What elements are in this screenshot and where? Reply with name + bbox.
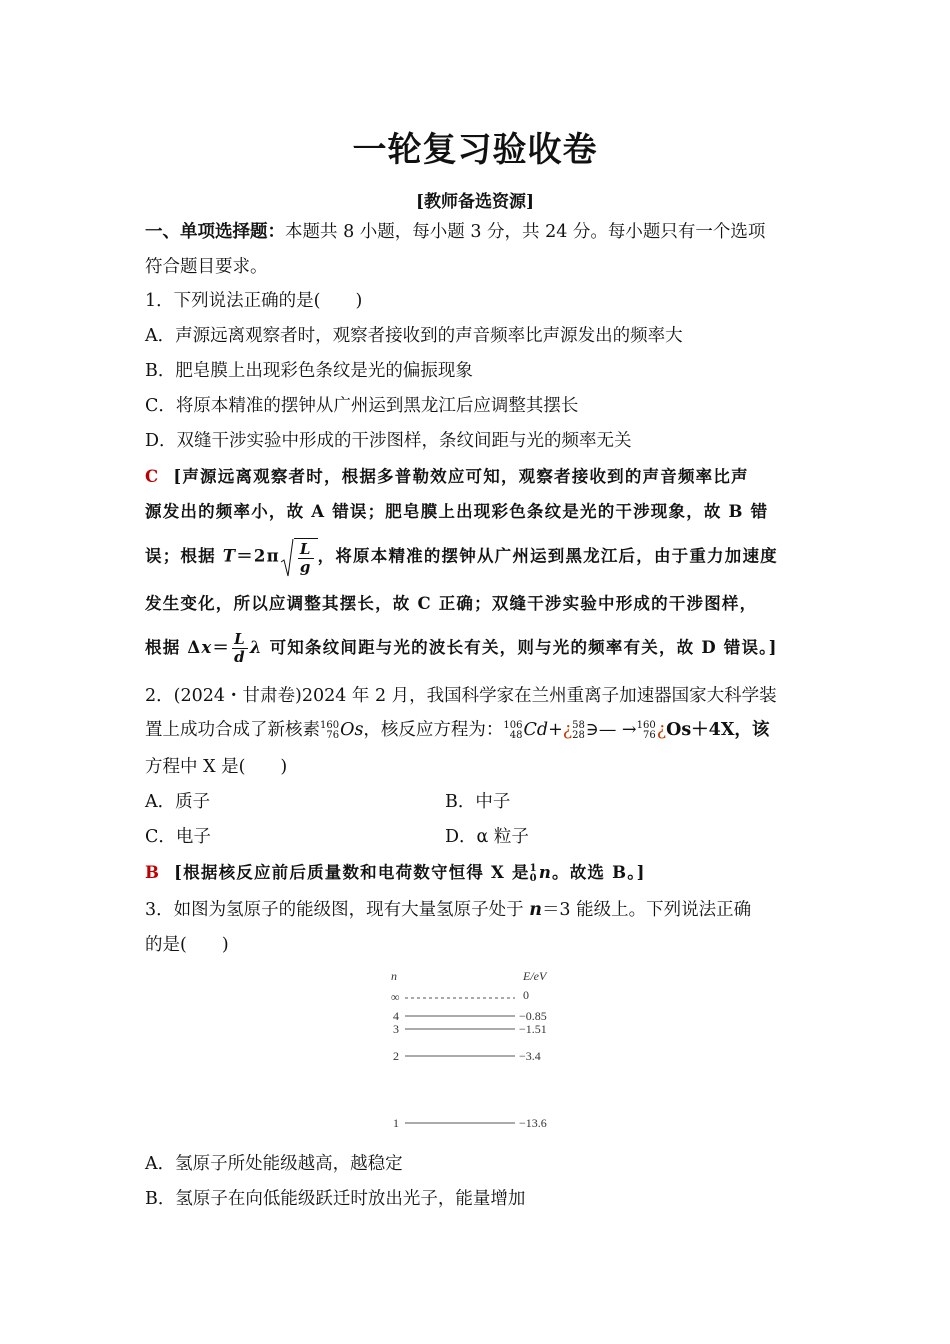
page-subtitle: [教师备选资源]	[415, 192, 535, 212]
os-mass: 160	[320, 719, 340, 731]
q2-options-row2	[145, 825, 815, 849]
q1-answer: C	[145, 467, 160, 486]
nuclide-ni	[572, 718, 586, 742]
level-4-n: 4	[393, 1009, 399, 1023]
n-variable: n	[529, 900, 542, 920]
q1-explanation-line5	[145, 630, 815, 666]
q2-option-c: C．电子	[145, 827, 211, 847]
q2-options-row1	[145, 790, 815, 814]
level-3-e: −1.51	[519, 1022, 547, 1036]
plus-sign: +	[548, 720, 563, 740]
diagram-n-label: n	[391, 969, 397, 983]
nuclide-os	[320, 718, 363, 742]
q3-stem-line2: 的是( )	[145, 935, 229, 955]
q1-option-a: A．声源远离观察者时，观察者接收到的声音频率比声源发出的频率大	[145, 326, 683, 346]
os-z: 76	[326, 729, 340, 741]
q1-exp-text1: [声源远离观察者时，根据多普勒效应可知，观察者接收到的声音频率比声	[173, 467, 749, 486]
q2-text-b: ，核反应方程为：	[363, 720, 504, 740]
level-2-e: −3.4	[519, 1049, 541, 1063]
nuclide-neutron	[530, 861, 552, 885]
q3-text-b: ＝3 能级上。下列说法正确	[541, 900, 752, 920]
n-symbol: n	[538, 863, 553, 882]
q1-exp-text5b: 可知条纹间距与光的波长有关，则与光的频率有关，故 D 错误。]	[262, 638, 778, 657]
energy-level-diagram	[385, 968, 565, 1138]
n-z: 0	[529, 872, 538, 884]
q1-explanation-line3	[145, 538, 815, 576]
lambda-symbol: λ	[249, 638, 263, 657]
q2-exp-text-b: 。故选 B。]	[552, 863, 646, 882]
q1-exp-text3a: 误；根据	[145, 546, 223, 566]
x-symbol: x	[201, 638, 213, 657]
q2-text-a: 置上成功合成了新核素	[145, 720, 320, 740]
q2-stem-line3: 方程中 X 是( )	[145, 757, 288, 777]
page-title: 一轮复习验收卷	[352, 130, 598, 170]
formula-eq: ＝2π	[236, 546, 280, 566]
q1-option-c: C．将原本精准的摆钟从广州运到黑龙江后应调整其摆长	[145, 396, 579, 416]
frac-numerator-L: L	[299, 540, 312, 558]
ni-mass: 58	[572, 719, 585, 731]
q2-explanation	[145, 861, 815, 885]
q2-answer: B	[145, 863, 161, 882]
q2-option-d: D．α 粒子	[445, 827, 529, 847]
q1-exp-text3b: ，将原本精准的摆钟从广州运到黑龙江后，由于重力加速度	[317, 546, 778, 566]
ni-z: 28	[572, 729, 585, 741]
section-heading	[145, 220, 815, 244]
q3-stem-line1	[145, 898, 815, 922]
os-symbol: Os	[340, 720, 364, 740]
q2-exp-text-a: [根据核反应前后质量数和电荷数守恒得 X 是	[174, 863, 530, 882]
q1-exp-text5a: 根据 Δ	[145, 638, 202, 657]
level-1-e: −13.6	[519, 1116, 547, 1130]
sqrt-formula	[280, 538, 318, 576]
formula-eq2: ＝	[212, 638, 231, 657]
reaction-arrow: ∋— →	[585, 720, 637, 740]
q2-option-a: A．质子	[145, 792, 211, 812]
frac2-denominator: d	[234, 648, 246, 666]
q3-option-a: A．氢原子所处能级越高，越稳定	[145, 1154, 403, 1174]
q2-stem-line1: 2．(2024・甘肃卷)2024 年 2 月，我国科学家在兰州重离子加速器国家大科学装	[145, 686, 777, 706]
frac-denominator-g: g	[299, 558, 312, 576]
q2-stem-line2	[145, 718, 815, 742]
level-inf-n: ∞	[391, 990, 400, 1004]
q1-explanation-line1	[145, 465, 815, 489]
os2-mass: 160	[636, 719, 656, 731]
q1-option-b: B．肥皂膜上出现彩色条纹是光的偏振现象	[145, 361, 473, 381]
q2-option-b: B．中子	[445, 792, 511, 812]
level-1-n: 1	[393, 1116, 399, 1130]
level-4-e: −0.85	[519, 1009, 547, 1023]
nuclide-os2	[637, 718, 657, 742]
q1-stem: 1．下列说法正确的是( )	[145, 291, 363, 311]
section-title: 一、单项选择题：	[145, 222, 285, 242]
period-symbol: T	[222, 546, 237, 566]
section-instructions-cont: 符合题目要求。	[145, 257, 268, 277]
nuclide-cd	[503, 718, 548, 742]
n-mass: 1	[529, 862, 538, 874]
radical-sign	[280, 538, 294, 578]
garbled-char: ¿	[562, 720, 573, 740]
q1-explanation-line2: 源发出的频率小，故 A 错误；肥皂膜上出现彩色条纹是光的干涉现象，故 B 错	[145, 502, 769, 521]
q2-text-c: Os＋4X，该	[666, 720, 770, 740]
cd-z: 48	[509, 729, 523, 741]
q3-text-a: 3．如图为氢原子的能级图，现有大量氢原子处于	[145, 900, 530, 920]
os2-z: 76	[642, 729, 656, 741]
cd-symbol: Cd	[523, 720, 549, 740]
diagram-e-label: E/eV	[523, 969, 547, 983]
level-inf-e: 0	[523, 988, 529, 1002]
q3-option-b: B．氢原子在向低能级跃迁时放出光子，能量增加	[145, 1189, 526, 1209]
level-2-n: 2	[393, 1049, 399, 1063]
q1-explanation-line4: 发生变化，所以应调整其摆长，故 C 正确；双缝干涉实验中形成的干涉图样，	[145, 594, 758, 613]
cd-mass: 106	[503, 719, 523, 731]
garbled-char-2: ¿	[656, 720, 667, 740]
section-instructions: 本题共 8 小题，每小题 3 分，共 24 分。每小题只有一个选项	[285, 222, 766, 242]
level-3-n: 3	[393, 1022, 399, 1036]
frac2-numerator: L	[234, 630, 246, 648]
q1-option-d: D．双缝干涉实验中形成的干涉图样，条纹间距与光的频率无关	[145, 431, 632, 451]
